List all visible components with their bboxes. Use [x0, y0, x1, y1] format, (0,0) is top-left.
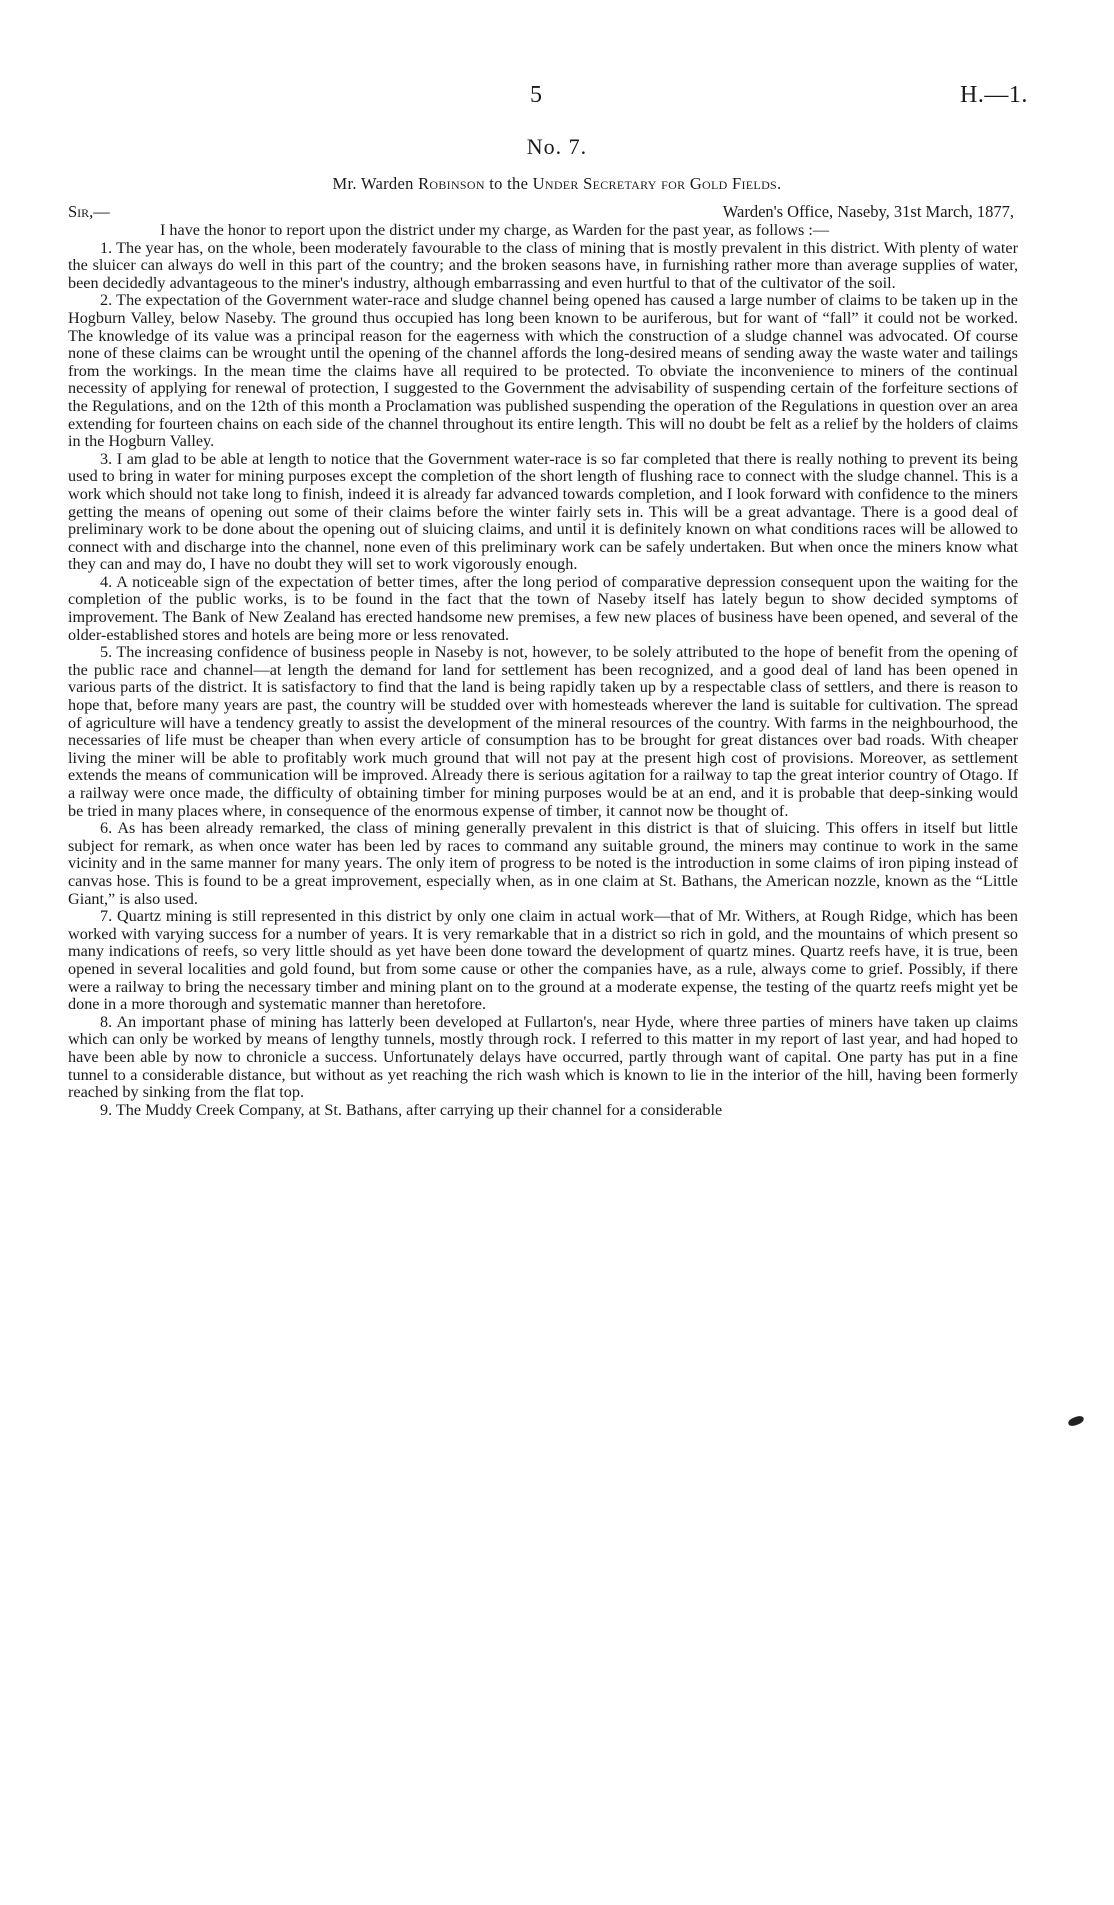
paragraph-7: 7. Quartz mining is still represented in this district by only one claim in actual work—that of Mr. Withers, at Rough Ridge, which has been worked with varying success for a number of years. It is very remarkable that in a district so rich in gold, and the mountains of which present so many indications of reefs, so very little should as yet have been done toward the development of quartz mines. Quartz reefs have, it is true, been opened in several localities and gold found, but from some cause or other the companies have, as a rule, always come to grief. Possibly, if there were a railway to bring the necessary timber and mining plant on to the ground at a moderate expense, the testing of the quartz reefs might yet be done in a more thorough and systematic manner than heretofore.	[68, 907, 1018, 1014]
heading-from-name: Robinson	[418, 174, 485, 193]
paragraph-6: 6. As has been already remarked, the class of mining generally prevalent in this district is that of sluicing. This offers in itself but little subject for remark, as when once water has been led by races to command any suitable ground, the miners may continue to work in the same vicinity and in the same manner for many years. The only item of progress to be noted is the introduction in some claims of iron piping instead of canvas hose. This is found to be a great improvement, especially when, as in one claim at St. Bathans, the American nozzle, known as the “Little Giant,” is also used.	[68, 819, 1018, 908]
paragraph-8: 8. An important phase of mining has latterly been developed at Fullarton's, near Hyde, where three parties of miners have taken up claims which can only be worked by means of lengthy tunnels, mostly through rock. I referred to this matter in my report of last year, and had hoped to have been able by now to chronicle a success. Unfortunately delays have occurred, partly through want of capital. One party has put in a fine tunnel to a considerable distance, but without as yet reaching the rich wash which is known to lie in the interior of the hill, having been formerly reached by sinking from the flat top.	[68, 1012, 1018, 1102]
heading-to-name: Under Secretary for Gold Fields.	[532, 174, 782, 193]
page-number: 5	[530, 82, 542, 108]
ink-blot-mark	[1067, 1415, 1085, 1428]
paragraph-1: 1. The year has, on the whole, been moderately favourable to the class of mining that is mostly prevalent in this district. With plenty of water the sluicer can always do well in this part of the country; and the broken seasons have, in furnishing rather more than average supplies of water, been decidedly advantageous to the miner's industry, although embarrassing and even hurtful to that of the cultivator of the soil.	[68, 238, 1018, 292]
document-heading	[0, 174, 1114, 194]
salutation: Sir,—	[68, 202, 110, 221]
paragraph-opening: I have the honor to report upon the district under my charge, as Warden for the past year, as follows :—	[160, 221, 830, 239]
heading-to-word: to the	[489, 174, 529, 193]
paragraph-2: 2. The expectation of the Government water-race and sludge channel being opened has caused a large number of claims to be taken up in the Hogburn Valley, below Naseby. The ground thus occupied has long been known to be auriferous, but for want of “fall” it could not be worked. The knowledge of its value was a principal reason for the eagerness with which the construction of a sludge channel was advocated. Of course none of these claims can be wrought until the opening of the channel affords the long-desired means of sending away the waste water and tailings from the workings. In the mean time the claims have all required to be protected. To obviate the inconvenience to miners of the continual necessity of applying for renewal of protection, I suggested to the Government the advisability of suspending certain of the forfeiture sections of the Regulations, and on the 12th of this month a Proclamation was published suspending the operation of the Regulations in question over an area extending for fourteen chains on each side of the channel throughout its entire length. This will no doubt be felt as a relief by the holders of claims in the Hogburn Valley.	[68, 291, 1018, 451]
paragraph-9: 9. The Muddy Creek Company, at St. Bathans, after carrying up their channel for a considerable	[100, 1100, 723, 1119]
heading-from-title: Mr. Warden	[332, 174, 414, 193]
paragraph-5: 5. The increasing confidence of business people in Naseby is not, however, to be solely attributed to the hope of benefit from the opening of the public race and channel—at length the demand for land for settlement has been recognized, and a good deal of land has been opened in various parts of the district. It is satisfactory to find that the land is being rapidly taken up by a respectable class of settlers, and there is reason to hope that, before many years are past, the country will be studded over with homesteads wherever the land is suitable for cultivation. The spread of agriculture will have a tendency greatly to assist the development of the mineral resources of the country. With farms in the neighbourhood, the necessaries of life must be cheaper than when every article of consumption has to be brought for great distances over bad roads. With cheaper living the miner will be able to profitably work much ground that will not pay at the present high cost of provisions. Moreover, as settlement extends the means of communication will be improved. Already there is serious agitation for a railway to tap the great interior country of Otago. If a railway were once made, the difficulty of obtaining timber for mining purposes would be at an end, and it is probable that deep-sinking would be tried in many places where, in consequence of the enormous expense of timber, it cannot now be thought of.	[68, 643, 1018, 820]
document-number: No. 7.	[526, 134, 588, 159]
dateline: Warden's Office, Naseby, 31st March, 1877,	[722, 202, 1014, 221]
paragraph-4: 4. A noticeable sign of the expectation of better times, after the long period of comparative depression consequent upon the waiting for the completion of the public works, is to be found in the fact that the town of Naseby itself has lately begun to show decided symptoms of improvement. The Bank of New Zealand has erected handsome new premises, a few new places of business have been opened, and several of the older-established stores and hotels are being more or less renovated.	[68, 572, 1018, 644]
report-body	[68, 222, 1018, 1119]
page-reference: H.—1.	[960, 82, 1028, 108]
paragraph-3: 3. I am glad to be able at length to notice that the Government water-race is so far completed that there is really nothing to prevent its being used to bring in water for mining purposes except the completion of the short length of flushing race to connect with the sludge channel. This is a work which should not take long to finish, indeed it is already far advanced towards completion, and I look forward with confidence to the miners getting the means of opening out some of their claims before the winter fairly sets in. This will be a great advantage. There is a good deal of preliminary work to be done about the opening out of sluicing claims, and until it is definitely known on what conditions races will be allowed to connect with and discharge into the channel, none even of this preliminary work can be safely undertaken. But when once the miners know what they can and may do, I have no doubt they will set to work vigorously enough.	[68, 449, 1018, 574]
